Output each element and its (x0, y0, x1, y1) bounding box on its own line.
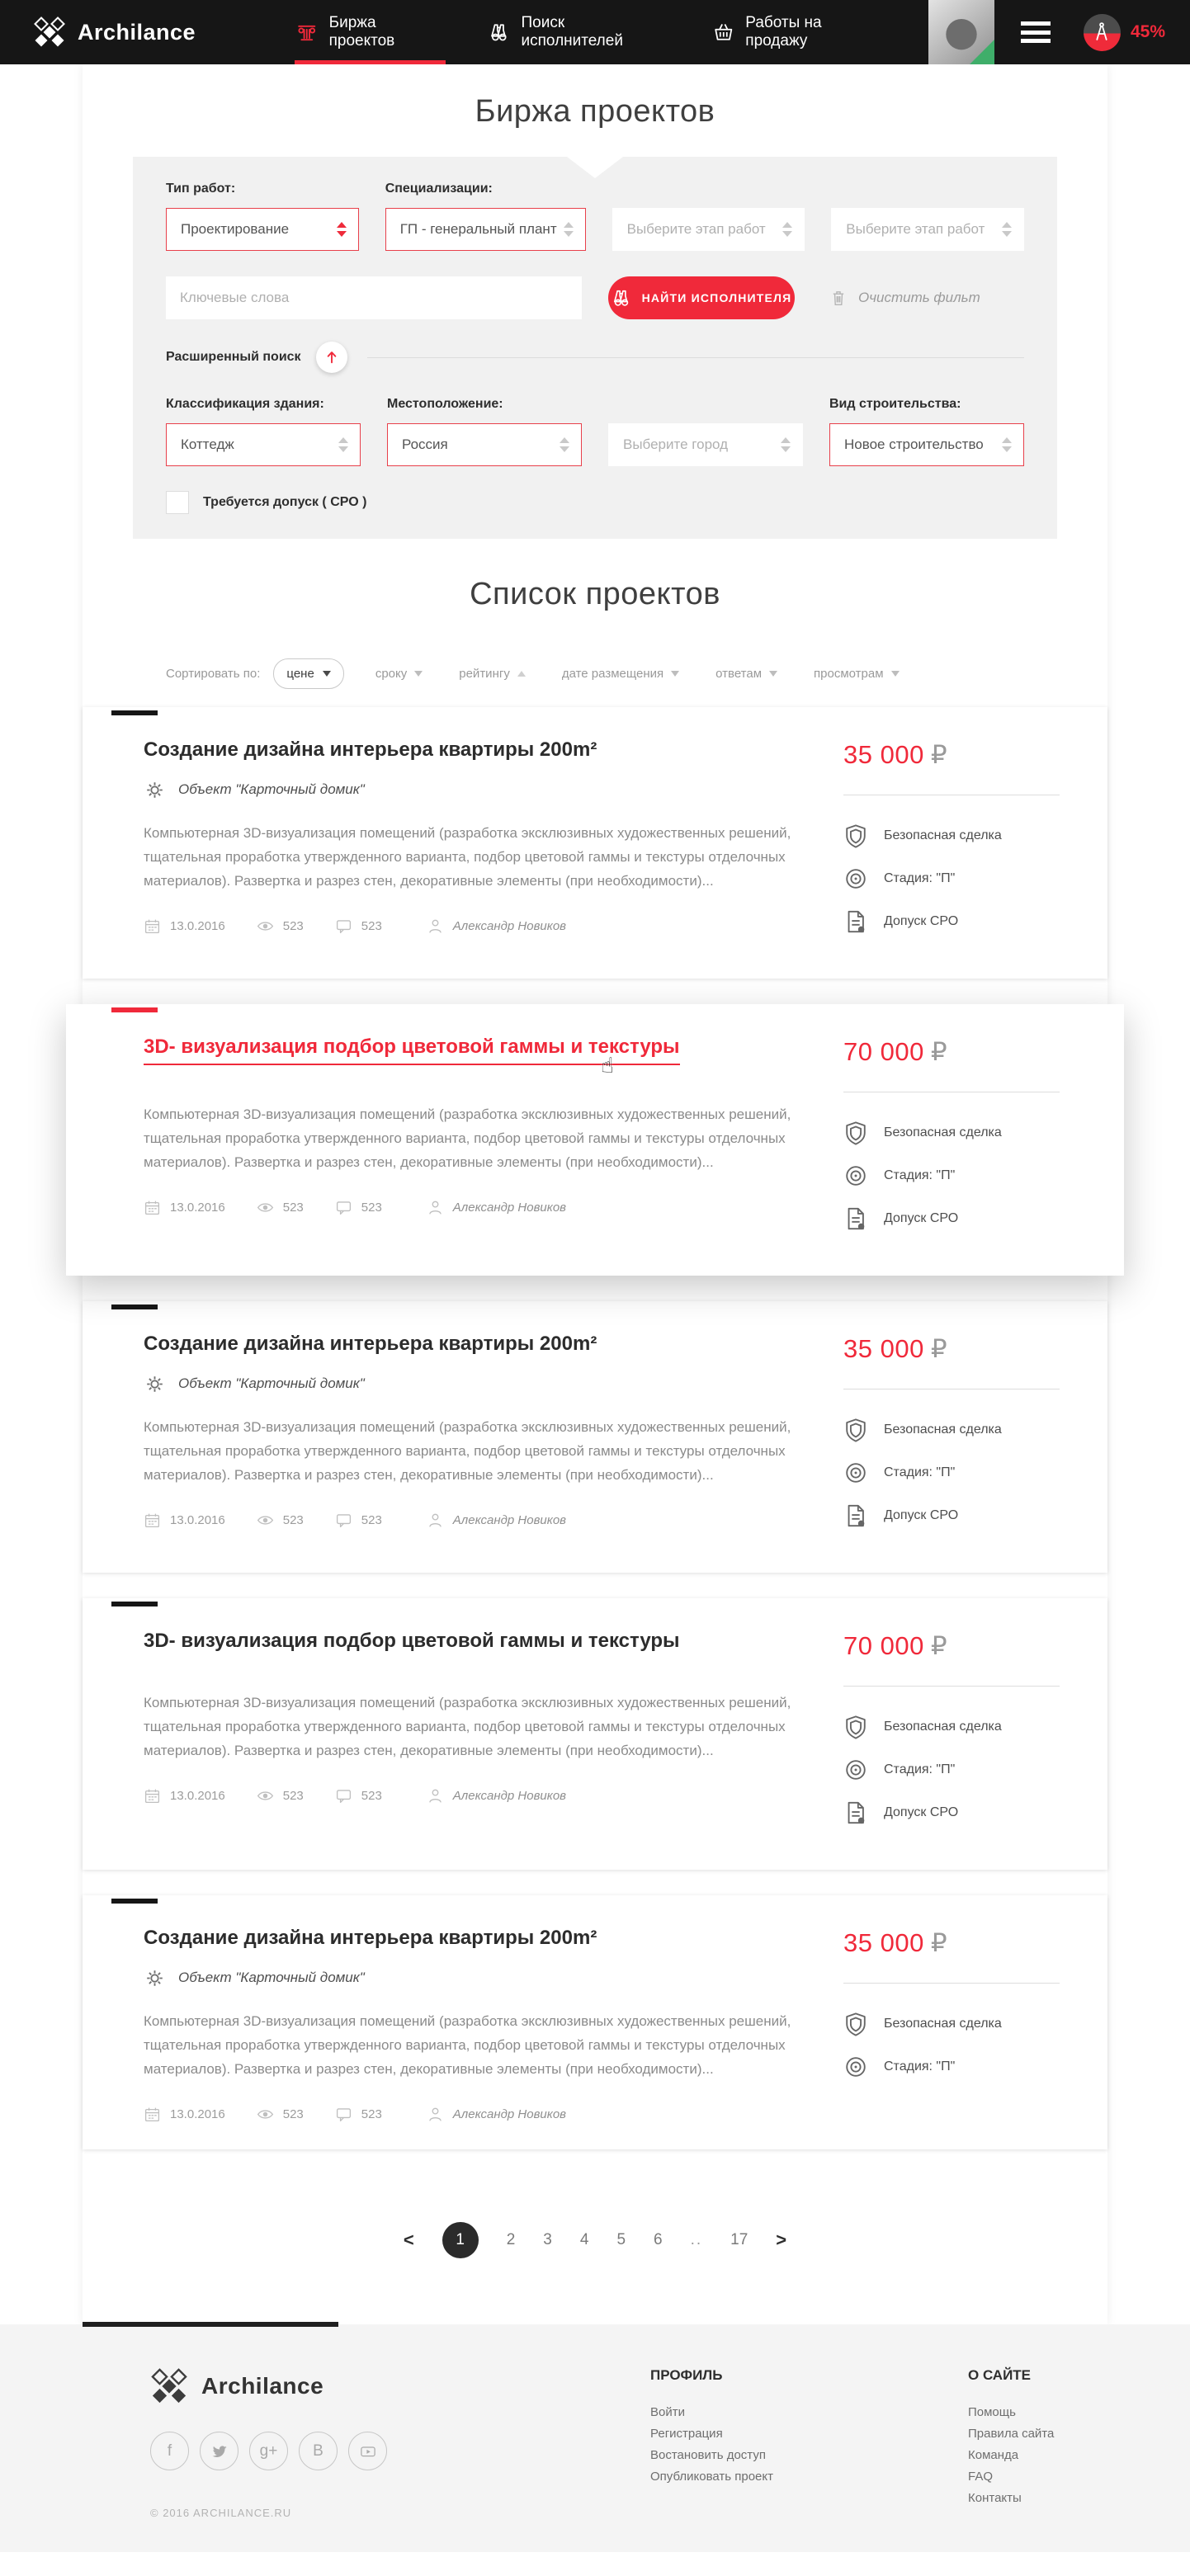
city-select[interactable] (608, 423, 803, 466)
find-contractor-label: НАЙТИ ИСПОЛНИТЕЛЯ (641, 291, 792, 304)
badge-label: Стадия: "П" (884, 871, 956, 885)
footer-accent-bar (83, 2322, 338, 2327)
footer (0, 2324, 1190, 2552)
social-links (150, 2432, 650, 2470)
specialization-label: Специализации: (385, 182, 493, 196)
column-icon (296, 21, 318, 43)
footer-column-title-profile: ПРОФИЛЬ (650, 2367, 723, 2384)
person-icon (427, 2106, 444, 2123)
document-icon (843, 1800, 868, 1825)
vk-glyph: В (313, 2442, 323, 2460)
specialization-select[interactable] (385, 208, 586, 251)
badge-label: Допуск СРО (884, 1211, 959, 1225)
badge-label: Стадия: "П" (884, 1168, 956, 1182)
price-value: 70 000 (843, 1631, 924, 1660)
calendar-icon (144, 1199, 161, 1216)
country-select[interactable] (387, 423, 582, 466)
stage-badge (843, 1460, 1060, 1485)
clear-filter-label: Очистить фильт (858, 290, 980, 305)
project-price (843, 1037, 1060, 1067)
project-price (843, 1334, 1060, 1364)
sort-direction-down-icon (414, 671, 423, 677)
facebook-icon[interactable] (150, 2432, 189, 2470)
comment-icon (335, 1199, 352, 1216)
comments-count[interactable] (335, 1787, 382, 1805)
page-title: Биржа проектов (475, 94, 715, 129)
sort-option-rating[interactable] (459, 667, 526, 681)
badge-label: Стадия: "П" (884, 1762, 956, 1776)
work-stage-select-2[interactable] (831, 208, 1024, 251)
sort-direction-down-icon (769, 671, 777, 677)
date-value: 13.0.2016 (170, 1789, 225, 1804)
ruble-sign: ₽ (930, 740, 948, 769)
price-value: 35 000 (843, 740, 924, 769)
mouse-cursor-pointer: ☝ (601, 1054, 614, 1078)
specialization-value: ГП - генеральный плант (399, 221, 557, 237)
project-author[interactable] (427, 918, 566, 935)
pagination-page-1[interactable]: 1 (442, 2222, 479, 2258)
footer-link-faq[interactable]: FAQ (968, 2470, 994, 2484)
calendar-icon (144, 1512, 161, 1529)
comments-count[interactable] (335, 918, 382, 935)
sort-option-label: сроку (375, 667, 408, 681)
price-value: 35 000 (843, 1928, 924, 1957)
footer-brand-name: Archilance (201, 2373, 324, 2399)
project-side-panel (843, 738, 1060, 952)
safe-deal-badge (843, 1418, 1060, 1442)
sro-checkbox[interactable] (166, 491, 189, 514)
pagination-page-17[interactable]: 17 (730, 2231, 748, 2249)
pagination (83, 2222, 1107, 2258)
badge-label: Стадия: "П" (884, 1465, 956, 1479)
work-stage-placeholder: Выберите этап работ (846, 221, 985, 237)
project-side-panel (843, 1333, 1060, 1546)
comments-value: 523 (361, 1201, 382, 1215)
pagination-page-5[interactable]: 5 (616, 2231, 626, 2249)
copyright-text: © 2016 ARCHILANCE.RU (150, 2507, 292, 2520)
work-stage-placeholder: Выберите этап работ (626, 221, 766, 237)
project-author[interactable] (427, 1787, 566, 1805)
project-author[interactable] (427, 1199, 566, 1216)
shield-icon (843, 2012, 868, 2036)
sro-badge (843, 1206, 1060, 1231)
safe-deal-badge (843, 823, 1060, 848)
views-value: 523 (282, 2107, 304, 2122)
gear-icon (144, 1373, 166, 1395)
sort-option-label: просмотрам (814, 667, 884, 681)
project-description: Компьютерная 3D-визуализация помещений (разработка эксклюзивных художественных решений, тщательная проработка утвержденного варианта, подбор цветовой гаммы и текстуры отделочных материалов). Развертка и разрез стен, декоративные элементы (при необходимости)... (144, 2012, 791, 2077)
comment-icon (335, 918, 352, 935)
target-icon (843, 1163, 868, 1188)
twitter-bird-icon (211, 2443, 228, 2460)
footer-link-team[interactable]: Команда (968, 2448, 1019, 2463)
person-icon (427, 1199, 444, 1216)
basket-icon (713, 21, 734, 43)
project-object: Объект "Карточный домик" (178, 1375, 365, 1392)
footer-link-contacts[interactable]: Контакты (968, 2491, 1022, 2506)
person-silhouette-icon (928, 8, 994, 64)
comments-value: 523 (361, 2107, 382, 2122)
main-nav (295, 0, 928, 64)
pagination-page-6[interactable]: 6 (654, 2231, 663, 2249)
location-label: Местоположение: (387, 397, 503, 411)
select-arrows-icon (560, 437, 569, 452)
eye-icon (257, 918, 274, 935)
card-accent-bar (111, 710, 158, 715)
views-value: 523 (282, 1789, 304, 1804)
eye-icon (257, 1787, 274, 1805)
sort-bar (166, 658, 1107, 689)
twitter-icon[interactable] (200, 2432, 238, 2470)
footer-link-registration[interactable]: Регистрация (650, 2427, 723, 2442)
sort-option-answers[interactable] (715, 667, 777, 681)
comment-icon (335, 1512, 352, 1529)
drafting-compass-icon (1091, 21, 1112, 43)
work-stage-select-1[interactable] (612, 208, 805, 251)
gear-icon (144, 1967, 166, 1989)
nav-label: Поиск исполнителей (521, 14, 623, 50)
safe-deal-badge (843, 2012, 1060, 2036)
trash-icon (829, 289, 848, 307)
stage-badge (843, 2055, 1060, 2079)
building-class-value: Коттедж (181, 436, 234, 452)
badge-label: Безопасная сделка (884, 2017, 1002, 2031)
date-value: 13.0.2016 (170, 1201, 225, 1215)
date-posted (144, 1199, 225, 1216)
badge-label: Безопасная сделка (884, 828, 1002, 842)
project-title-link[interactable]: Создание дизайна интерьера квартиры 200m² (144, 738, 597, 761)
find-contractor-button[interactable] (608, 276, 795, 319)
views-count (257, 1512, 304, 1529)
brand-logo[interactable] (0, 16, 196, 49)
project-card (83, 1301, 1107, 1573)
author-name: Александр Новиков (452, 2107, 567, 2122)
project-author[interactable] (427, 2106, 566, 2123)
select-arrows-icon (781, 437, 791, 452)
pagination-page-3[interactable]: 3 (543, 2231, 552, 2249)
date-posted (144, 1512, 225, 1529)
project-side-panel (843, 1036, 1060, 1249)
profile-avatar-badge[interactable] (1084, 14, 1121, 51)
divider (843, 1686, 1060, 1687)
calendar-icon (144, 918, 161, 935)
project-description: Компьютерная 3D-визуализация помещений (разработка эксклюзивных художественных решений, тщательная проработка утвержденного варианта, подбор цветовой гаммы и текстуры отделочных материалов). Развертка и разрез стен, декоративные элементы (при необходимости)... (144, 1106, 791, 1170)
comments-value: 523 (361, 1789, 382, 1804)
views-value: 523 (282, 1201, 304, 1215)
person-icon (427, 918, 444, 935)
youtube-play-icon (360, 2443, 376, 2460)
gear-icon (144, 779, 166, 801)
project-card (83, 1598, 1107, 1870)
binoculars-icon (612, 288, 631, 308)
nav-item-find-contractors[interactable] (487, 0, 670, 64)
views-count (257, 2106, 304, 2123)
project-card-hovered (66, 1004, 1124, 1276)
eye-icon (257, 2106, 274, 2123)
eye-icon (257, 1512, 274, 1529)
project-title-link[interactable]: Создание дизайна интерьера квартиры 200m² (144, 1927, 597, 1949)
author-name: Александр Новиков (452, 919, 567, 934)
construction-type-label: Вид строительства: (829, 397, 961, 411)
sro-checkbox-label: Требуется допуск ( СРО ) (203, 495, 367, 509)
brand-name: Archilance (78, 19, 196, 45)
work-type-value: Проектирование (181, 221, 290, 237)
views-count (257, 1787, 304, 1805)
projects-list (83, 707, 1107, 2149)
target-icon (843, 2055, 868, 2079)
keywords-input[interactable] (166, 276, 582, 319)
ruble-sign: ₽ (930, 1037, 948, 1066)
divider (843, 1983, 1060, 1984)
safe-deal-badge (843, 1121, 1060, 1145)
sort-option-deadline[interactable] (375, 667, 423, 681)
user-photo[interactable] (928, 0, 994, 64)
views-value: 523 (282, 919, 304, 934)
project-title-link[interactable]: Создание дизайна интерьера квартиры 200m² (144, 1333, 597, 1355)
project-description: Компьютерная 3D-визуализация помещений (разработка эксклюзивных художественных решений, тщательная проработка утвержденного варианта, подбор цветовой гаммы и текстуры отделочных материалов). Развертка и разрез стен, декоративные элементы (при необходимости)... (144, 1418, 791, 1483)
pagination-next-button[interactable]: > (776, 2229, 787, 2251)
ruble-sign: ₽ (930, 1334, 948, 1363)
collapse-advanced-button[interactable] (316, 342, 347, 373)
building-class-select[interactable] (166, 423, 361, 466)
pagination-page-2[interactable]: 2 (506, 2231, 516, 2249)
project-side-panel (843, 1630, 1060, 1843)
youtube-icon[interactable] (348, 2432, 387, 2470)
shield-icon (843, 1121, 868, 1145)
sort-option-views[interactable] (814, 667, 900, 681)
project-title-link[interactable]: 3D- визуализация подбор цветовой гаммы и текстуры (144, 1630, 680, 1652)
document-icon (843, 1206, 868, 1231)
project-object: Объект "Карточный домик" (178, 781, 365, 798)
sort-direction-down-icon (891, 671, 900, 677)
advanced-search-label: Расширенный поиск (166, 350, 301, 364)
target-icon (843, 1757, 868, 1782)
footer-link-login[interactable]: Войти (650, 2405, 685, 2420)
main-content (83, 64, 1107, 2324)
project-object: Объект "Карточный домик" (178, 1970, 365, 1986)
comments-count[interactable] (335, 1512, 382, 1529)
target-icon (843, 866, 868, 891)
sort-direction-up-icon (517, 671, 526, 677)
badge-label: Допуск СРО (884, 1805, 959, 1819)
comment-icon (335, 2106, 352, 2123)
sro-badge (843, 1503, 1060, 1528)
profile-completeness-percent: 45% (1130, 22, 1165, 41)
calendar-icon (144, 1787, 161, 1805)
sort-option-price[interactable] (273, 658, 343, 689)
hamburger-menu-icon[interactable] (1021, 21, 1051, 43)
pagination-ellipsis: .. (690, 2231, 703, 2249)
project-description: Компьютерная 3D-визуализация помещений (разработка эксклюзивных художественных решений, тщательная проработка утвержденного варианта, подбор цветовой гаммы и текстуры отделочных материалов). Развертка и разрез стен, декоративные элементы (при необходимости)... (144, 824, 791, 889)
badge-label: Безопасная сделка (884, 1125, 1002, 1139)
date-posted (144, 918, 225, 935)
construction-type-select[interactable] (829, 423, 1024, 466)
facebook-glyph: f (167, 2442, 172, 2460)
eye-icon (257, 1199, 274, 1216)
card-accent-bar (111, 1602, 158, 1606)
footer-brand-logo[interactable] (150, 2367, 650, 2405)
stage-badge (843, 1757, 1060, 1782)
price-value: 35 000 (843, 1334, 924, 1363)
google-plus-glyph: g+ (259, 2442, 278, 2460)
comments-count[interactable] (335, 1199, 382, 1216)
card-accent-bar (111, 1899, 158, 1904)
nav-label: Работы на продажу (745, 14, 822, 50)
select-arrows-icon (1002, 222, 1012, 237)
person-icon (427, 1787, 444, 1805)
divider (367, 357, 1024, 358)
country-value: Россия (402, 436, 448, 452)
google-plus-icon[interactable] (249, 2432, 288, 2470)
filter-panel (133, 157, 1057, 539)
author-name: Александр Новиков (452, 1789, 567, 1804)
footer-link-site-rules[interactable]: Правила сайта (968, 2427, 1055, 2442)
work-type-select[interactable] (166, 208, 359, 251)
badge-label: Безопасная сделка (884, 1422, 1002, 1437)
document-icon (843, 1503, 868, 1528)
sro-badge (843, 909, 1060, 934)
sro-badge (843, 1800, 1060, 1825)
project-title-link[interactable]: 3D- визуализация подбор цветовой гаммы и текстуры (144, 1036, 680, 1065)
work-type-label: Тип работ: (166, 182, 236, 196)
sort-direction-down-icon (323, 671, 331, 677)
project-price (843, 740, 1060, 770)
nav-item-works-for-sale[interactable] (711, 0, 887, 64)
author-name: Александр Новиков (452, 1513, 567, 1528)
select-arrows-icon (338, 437, 348, 452)
footer-link-publish-project[interactable]: Опубликовать проект (650, 2470, 773, 2484)
project-card (83, 707, 1107, 979)
card-accent-bar (111, 1007, 158, 1012)
arrow-up-icon (323, 349, 340, 366)
project-side-panel (843, 1927, 1060, 2123)
badge-label: Допуск СРО (884, 1508, 959, 1522)
building-class-label: Классификация здания: (166, 397, 324, 411)
vk-icon[interactable] (299, 2432, 338, 2470)
stage-badge (843, 1163, 1060, 1188)
sort-direction-down-icon (671, 671, 679, 677)
comment-icon (335, 1787, 352, 1805)
badge-label: Стадия: "П" (884, 2059, 956, 2074)
project-price (843, 1631, 1060, 1661)
header-right-cluster (928, 0, 1190, 64)
project-description: Компьютерная 3D-визуализация помещений (разработка эксклюзивных художественных решений, тщательная проработка утвержденного варианта, подбор цветовой гаммы и текстуры отделочных материалов). Развертка и разрез стен, декоративные элементы (при необходимости)... (144, 1694, 791, 1758)
project-card (83, 1895, 1107, 2149)
project-price (843, 1928, 1060, 1958)
footer-bottom-strip (0, 2552, 1190, 2576)
sort-option-date-posted[interactable] (562, 667, 679, 681)
date-posted (144, 1787, 225, 1805)
top-navbar (0, 0, 1190, 64)
construction-type-value: Новое строительство (844, 436, 984, 452)
comments-count[interactable] (335, 2106, 382, 2123)
target-icon (843, 1460, 868, 1485)
shield-icon (843, 823, 868, 848)
card-accent-bar (111, 1305, 158, 1309)
select-arrows-icon (1002, 437, 1012, 452)
archilance-logo-icon (33, 16, 66, 49)
pagination-page-4[interactable]: 4 (579, 2231, 589, 2249)
binoculars-icon (489, 21, 510, 43)
safe-deal-badge (843, 1715, 1060, 1739)
select-arrows-icon (564, 222, 574, 237)
city-placeholder: Выберите город (623, 436, 729, 452)
select-arrows-icon (337, 222, 347, 237)
sort-option-label: рейтингу (459, 667, 510, 681)
date-posted (144, 2106, 225, 2123)
sort-option-label: ответам (715, 667, 763, 681)
footer-link-help[interactable]: Помощь (968, 2405, 1016, 2420)
shield-icon (843, 1715, 868, 1739)
project-author[interactable] (427, 1512, 566, 1529)
date-value: 13.0.2016 (170, 919, 225, 934)
comments-value: 523 (361, 1513, 382, 1528)
person-icon (427, 1512, 444, 1529)
badge-label: Допуск СРО (884, 914, 959, 928)
panel-notch (567, 157, 623, 178)
clear-filter-button[interactable] (829, 289, 1024, 307)
sort-option-label: дате размещения (561, 667, 664, 681)
calendar-icon (144, 2106, 161, 2123)
author-name: Александр Новиков (452, 1201, 567, 1215)
select-arrows-icon (782, 222, 792, 237)
nav-label: Биржа проектов (328, 14, 395, 50)
footer-column-title-about: О САЙТЕ (968, 2367, 1032, 2384)
views-count (257, 918, 304, 935)
badge-label: Безопасная сделка (884, 1720, 1002, 1734)
archilance-logo-icon (150, 2367, 188, 2405)
projects-list-title: Список проектов (470, 577, 720, 611)
pagination-prev-button[interactable]: < (403, 2229, 414, 2251)
shield-icon (843, 1418, 868, 1442)
document-icon (843, 909, 868, 934)
views-value: 523 (282, 1513, 304, 1528)
price-value: 70 000 (843, 1037, 924, 1066)
ruble-sign: ₽ (930, 1928, 948, 1957)
date-value: 13.0.2016 (170, 1513, 225, 1528)
sort-option-label: цене (286, 667, 314, 681)
nav-item-projects-exchange[interactable] (295, 0, 446, 64)
comments-value: 523 (361, 919, 382, 934)
stage-badge (843, 866, 1060, 891)
footer-link-restore-access[interactable]: Востановить доступ (650, 2448, 766, 2463)
date-value: 13.0.2016 (170, 2107, 225, 2122)
views-count (257, 1199, 304, 1216)
sort-by-label: Сортировать по: (166, 667, 261, 681)
ruble-sign: ₽ (930, 1631, 948, 1660)
